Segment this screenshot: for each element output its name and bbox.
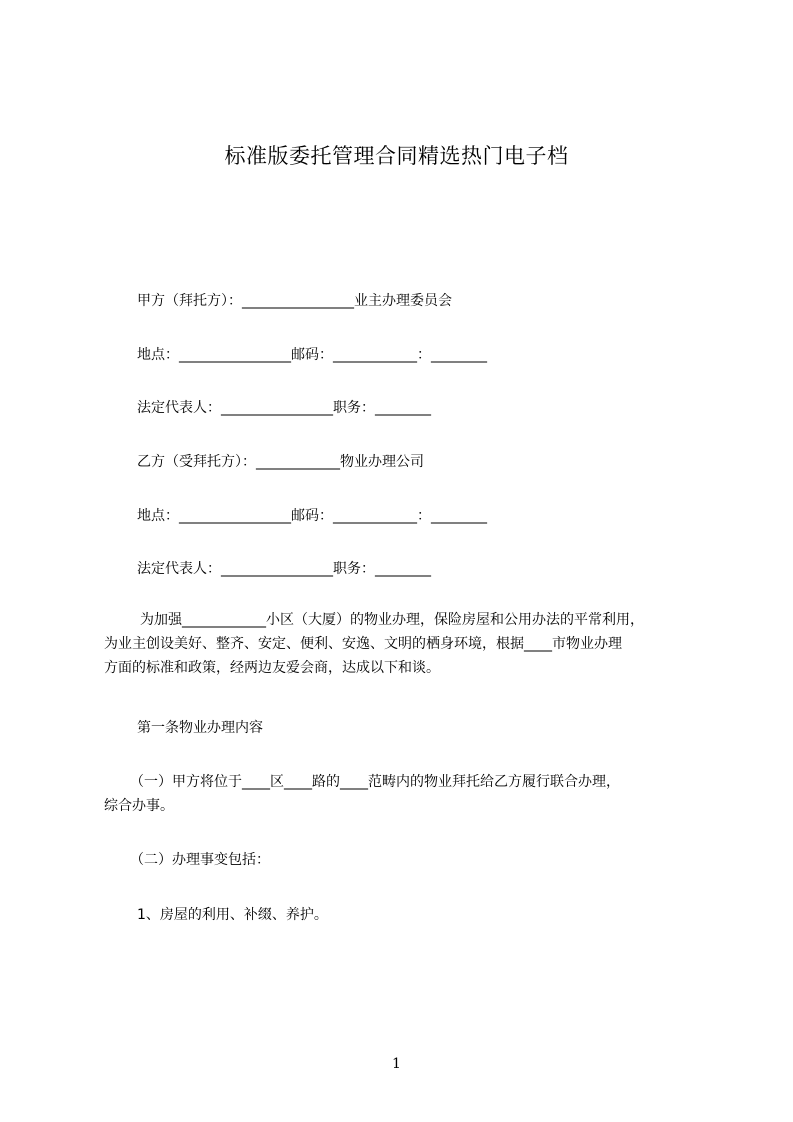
clause-2-item-1: 1、房屋的利用、补缀、养护。	[137, 907, 328, 923]
party-b-header: 乙方（受拜托方）：____________物业办理公司	[137, 454, 424, 470]
clause-1-paragraph	[104, 770, 704, 818]
article-1-heading: 第一条物业办理内容	[137, 720, 263, 736]
preamble-line-1: 为加强____________小区（大厦）的物业办理，保险房屋和公用办法的平常利用，	[140, 612, 644, 628]
party-b-address: 地点：________________邮码：____________：________	[137, 508, 487, 524]
party-a-representative: 法定代表人：________________职务：________	[137, 400, 431, 416]
document-title: 标准版委托管理合同精选热门电子档	[224, 144, 569, 168]
party-a-header: 甲方（拜托方）：________________业主办理委员会	[137, 293, 452, 309]
clause-2-heading: （二）办理事变包括：	[130, 852, 270, 868]
party-a-address: 地点：________________邮码：____________：________	[137, 347, 487, 363]
preamble-paragraph	[104, 608, 704, 680]
party-b-representative: 法定代表人：________________职务：________	[137, 561, 431, 577]
page-number: 1	[392, 1056, 401, 1072]
clause-1-line-2: 综合办事。	[104, 798, 174, 814]
preamble-line-2: 为业主创设美好、整齐、安定、便利、安逸、文明的栖身环境，根据____市物业办理	[104, 636, 622, 652]
preamble-line-3: 方面的标准和政策，经两边友爱会商，达成以下和谈。	[104, 660, 440, 676]
clause-1-line-1: （一）甲方将位于____区____路的____范畴内的物业拜托给乙方履行联合办理，	[130, 774, 620, 790]
